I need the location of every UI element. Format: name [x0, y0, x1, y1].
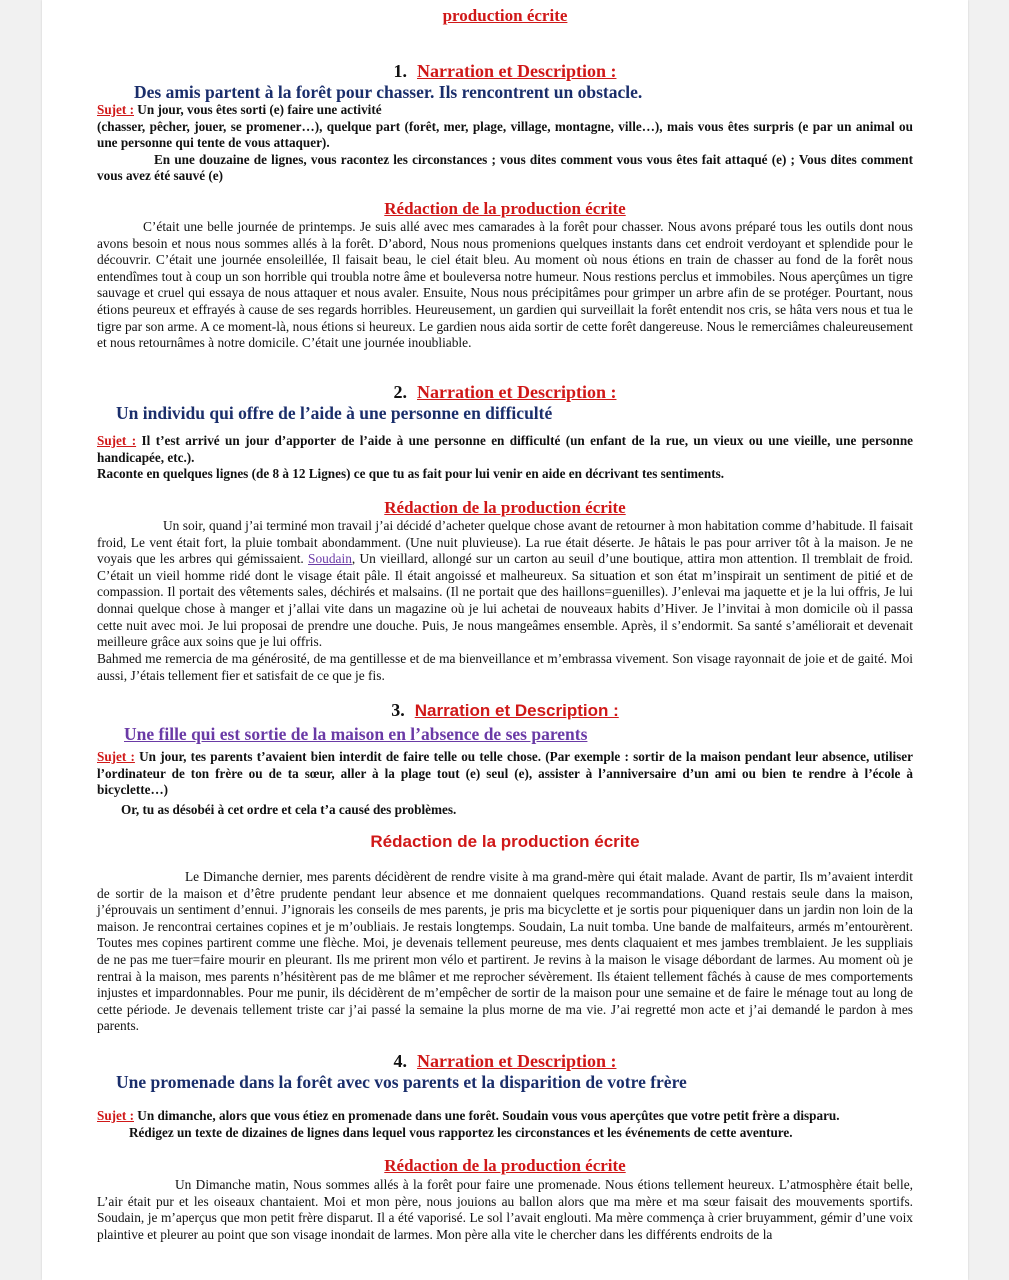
section-1-subject	[97, 102, 913, 185]
section-2-theme: Un individu qui offre de l’aide à une personne en difficulté	[116, 403, 553, 423]
section-4-heading	[97, 1051, 913, 1072]
section-3-text: Le Dimanche dernier, mes parents décidèrent de rendre visite à ma grand-mère qui était malade. Avant de partir, Ils m’avaient interdit de sortir de la maison et d’être prudente pendant leur absence et me donnaient quelques recommandations. Quand restais seule dans la maison, j’éprouvais un sentiment d’ennui. J’ignorais les conseils de mes parents, je pris ma bicyclette et je sortis pour piqueniquer dans un jardin non loin de la maison. Je rencontrai certaines copines et je m’oubliais. Je restais longtemps. Soudain, La nuit tomba. Une bande de malfaiteurs, armés m’entourèrent. Toutes mes copines partirent comme une flèche. Moi, je devenais tellement peureuse, mes dents claquaient et mes jambes tremblaient. Je les suppliais de ne pas me tuer=faire mourir en pleurant. Ils me prirent mon vélo et partirent. Je revins à la maison le visage débordant de larmes. Au moment où je rentrai à la maison, mes parents n’hésitèrent pas de me blâmer et me reprocher sévèrement. Ils étaient tellement fâchés à cause de mes comportements injustes et impardonnables. Pour me punir, ils décidèrent de m’empêcher de sortir de la maison pour une semaine et de faire le ménage tout au long de cette période. Je devenais tellement triste car j’ai passé la semaine la plus morne de ma vie. J’ai regretté mon acte et j’ai demandé le pardon à mes parents.	[97, 869, 913, 1034]
section-label: Narration et Description :	[417, 61, 617, 81]
section-number: 4.	[393, 1051, 408, 1071]
section-4-subject	[97, 1108, 913, 1141]
text-span: Un soir, quand j’ai terminé mon travail j’ai décidé d’acheter quelque chose avant de retourner à mon habitation comme d’habitude. Il faisait froid, Le vent était fort, la pluie tombait abondamment. (Une nuit pluvieuse). La rue était déserte. Je hâtais le pas pour arriver tôt à la maison. Je ne voyais que les arbres qui gémissaient.	[97, 518, 913, 567]
subject-line: Un dimanche, alors que vous étiez en promenade dans une forêt. Soudain vous vous aperçûtes que votre petit frère a disparu.	[137, 1108, 840, 1123]
subject-line: Un jour, vous êtes sorti (e) faire une activité	[137, 102, 382, 117]
section-number: 3.	[391, 700, 405, 720]
section-number: 2.	[393, 382, 408, 402]
subject-tag: Sujet :	[97, 433, 137, 448]
section-4-theme: Une promenade dans la forêt avec vos parents et la disparition de votre frère	[116, 1072, 687, 1092]
section-4-text: Un Dimanche matin, Nous sommes allés à la forêt pour faire une promenade. Nous étions tellement heureux. L’atmosphère était belle, L’air était pur et les oiseaux chantaient. Moi et mon père, nous jouions au ballon alors que ma mère et ma sœur faisait des mouvements sportifs. Soudain, je m’aperçus que mon petit frère disparut. Il a été vaporisé. Le sol l’avait englouti. Ma mère commença à crier bruyamment, gémir d’une voix plaintive et pleurer au point que son visage inondait de larmes. Mon père alla vite le chercher dans les différents endroits de la	[97, 1177, 913, 1242]
subject-line: Or, tu as désobéi à cet ordre et cela t’a causé des problèmes.	[121, 801, 457, 817]
section-2-text	[97, 518, 913, 651]
section-1-text: C’était une belle journée de printemps. Je suis allé avec mes camarades à la forêt pour chasser. Nous avons préparé tous les outils dont nous avons besoin et nous nous sommes allés à la forêt. D’abord, Nous nous promenions quelques instants dans cet endroit verdoyant et splendide pour le découvrir. C’était une journée ensoleillée, Il faisait beau, le ciel était bleu. Au moment où nous étions en train de chasser au fond de la forêt nous entendîmes tout à coup un son horrible qui troubla notre âme et bouleversa notre humeur. Nous restions perclus et immobiles. Nous aperçûmes un tigre sauvage et cruel qui essaya de nous attaquer et nous avaler. Ensuite, Nous nous précipitâmes pour grimper un arbre afin de se protéger. Pourtant, nous étions peureux et effrayés à cause de ses regards horribles. Heureusement, un gardien qui surveillait la forêt entendit nos cris, se hâta vers nous et tua le tigre par son arme. A ce moment-là, nous étions si heureux. Le gardien nous aida sortir de cette forêt dangereuse. Nous le remerciâmes chaleureusement et nous retournâmes à notre domicile. C’était une journée inoubliable.	[97, 219, 913, 351]
subject-tag: Sujet :	[97, 749, 135, 764]
section-2-text-2: Bahmed me remercia de ma générosité, de ma gentillesse et de ma bienveillance et m’embrassa vivement. Son visage rayonnait de joie et de gaité. Moi aussi, J’étais tellement fier et satisfait de ce que je fis.	[97, 651, 913, 683]
subject-tag: Sujet :	[97, 102, 134, 117]
document-title: production écrite	[442, 6, 568, 25]
section-1-redaction-heading: Rédaction de la production écrite	[384, 199, 626, 218]
section-4-redaction-heading: Rédaction de la production écrite	[384, 1156, 626, 1175]
subject-line: Un jour, tes parents t’avaient bien interdit de faire telle ou telle chose. (Par exemple : sortir de la maison pendant leur absence, utiliser l’ordinateur de ton frère ou de ta sœur, aller à la plage tout (e) seul (e), assister à l’anniversaire d’un ami ou bien te rendre à l’école à bicyclette…)	[97, 749, 914, 797]
subject-tag: Sujet :	[97, 1108, 134, 1123]
soudain-link[interactable]: Soudain	[308, 551, 352, 567]
section-3-subject	[97, 749, 913, 818]
section-label: Narration et Description :	[414, 701, 619, 720]
section-1-heading	[97, 61, 913, 82]
section-2-subject	[97, 433, 913, 483]
section-1-theme: Des amis partent à la forêt pour chasser. Ils rencontrent un obstacle.	[134, 82, 643, 102]
section-number: 1.	[393, 61, 408, 81]
subject-line: Rédigez un texte de dizaines de lignes dans lequel vous rapportez les circonstances et les événements de cette aventure.	[129, 1124, 793, 1140]
subject-line: En une douzaine de lignes, vous racontez les circonstances ; vous dites comment vous vous êtes fait attaqué (e) ; Vous dites comment vous avez été sauvé (e)	[97, 151, 913, 183]
section-label: Narration et Description :	[417, 382, 617, 402]
text-span: , Un vieillard, allongé sur un carton au seuil d’une boutique, attira mon attention. Il tremblait de froid. C’était un vieil homme ridé dont le visage était pâle. Il était angoissé et malheureux. Sa situation et son état m’inspirait un sentiment de pitié et de compassion. Il portait des vêtements sales, déchirés et malsains. (Il ne portait que des haillons=guenilles). J’enlevai ma jaquette et je la lui offris, Je lui donnai quelque chose à manger et j’allai vite dans un magazine où je lui achetai de nouveaux habits d’Hiver. Je l’invitai à mon domicile où il passa cette nuit avec moi. Je lui proposai de prendre une douche. Puis, Je nous mangeâmes ensemble. Après, il s’endormit. Sa santé s’améliorait et devenait meilleure grâce aux soins que je lui offris.	[97, 551, 913, 650]
section-label: Narration et Description :	[417, 1051, 617, 1071]
subject-line: (chasser, pêcher, jouer, se promener…), quelque part (forêt, mer, plage, village, montagne, ville…), mais vous êtes surpris (e par un animal ou une personne qui tente de vous attaquer).	[97, 118, 913, 150]
section-2-heading	[97, 382, 913, 403]
section-3-heading	[97, 700, 913, 721]
subject-line: Raconte en quelques lignes (de 8 à 12 Lignes) ce que tu as fait pour lui venir en aide en décrivant tes sentiments.	[97, 466, 725, 481]
subject-line: Il t’est arrivé un jour d’apporter de l’aide à une personne en difficulté (un enfant de la rue, un vieux ou une vieille, une personne handicapée, etc.).	[97, 433, 914, 465]
section-2-redaction-heading: Rédaction de la production écrite	[384, 498, 626, 517]
document-page	[42, 0, 968, 1280]
section-3-redaction-heading: Rédaction de la production écrite	[370, 832, 640, 851]
section-3-theme: Une fille qui est sortie de la maison en l’absence de ses parents	[124, 724, 588, 744]
